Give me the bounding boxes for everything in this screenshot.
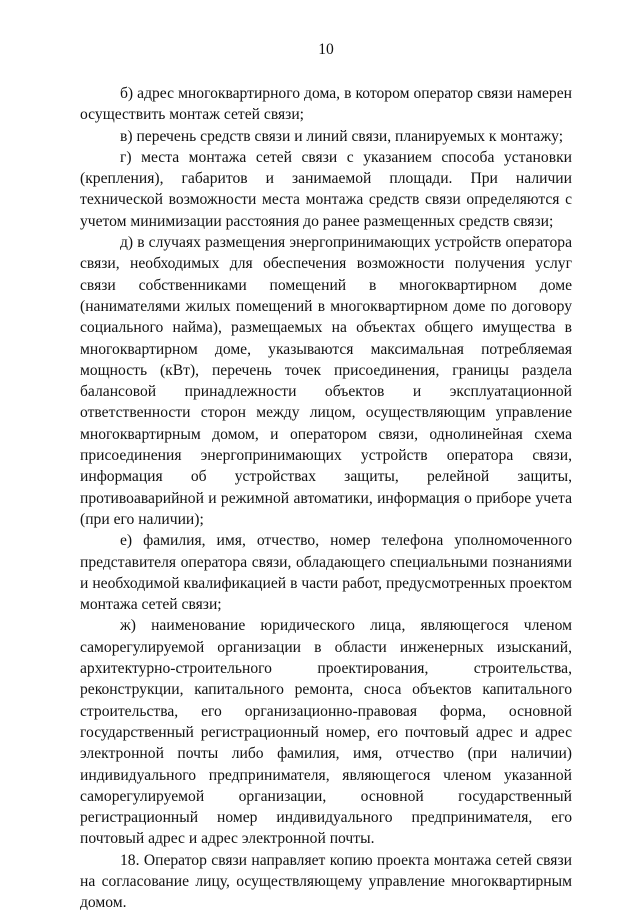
page-number: 10 [318, 41, 334, 58]
paragraph-item-zh: ж) наименование юридического лица, являющегося членом саморегулируемой организации в области инженерных изысканий, архитектурно-строительного проектирования, строительства, реконструкции, капитального ремонта, сноса объектов капитального строительства, его организационно-правовая форма, основной государственный регистрационный номер, его почтовый адрес и адрес электронной почты либо фамилия, имя, отчество (при наличии) индивидуального предпринимателя, являющегося членом указанной саморегулируемой организации, основной государственный регистрационный номер индивидуального предпринимателя, его почтовый адрес и адрес электронной почты. [80, 617, 572, 848]
paragraph-item-e: е) фамилия, имя, отчество, номер телефона уполномоченного представителя оператора связи, обладающего специальными познаниями и необходимой квалификацией в части работ, предусмотренных проектом монтажа сетей связи; [80, 532, 572, 614]
paragraph-item-b: б) адрес многоквартирного дома, в котором оператор связи намерен осуществить монтаж сетей связи; [80, 85, 572, 124]
paragraph-item-v: в) перечень средств связи и линий связи, планируемых к монтажу; [120, 127, 564, 145]
paragraph-item-g: г) места монтажа сетей связи с указанием способа установки (крепления), габаритов и занимаемой площади. При наличии технической возможности места монтажа средств связи определяются с учетом минимизации расстояния до ранее размещенных средств связи; [80, 148, 572, 230]
paragraph-item-d: д) в случаях размещения энергопринимающих устройств оператора связи, необходимых для обеспечения возможности получения услуг связи собственниками помещений в многоквартирном доме (нанимателями жилых помещений в многоквартирном доме по договору социального найма), размещаемых на объектах общего имущества в многоквартирном доме, указываются максимальная потребляемая мощность (кВт), перечень точек присоединения, границы раздела балансовой принадлежности объектов и эксплуатационной ответственности сторон между лицом, осуществляющим управление многоквартирным домом, и оператором связи, однолинейная схема присоединения энергопринимающих устройств оператора связи, информация об устройствах защиты, релейной защиты, противоаварийной и режимной автоматики, информация о приборе учета (при его наличии); [80, 234, 572, 528]
paragraph-clause-18: 18. Оператор связи направляет копию проекта монтажа сетей связи на согласование лицу, осуществляющему управление многоквартирным домом. [80, 851, 572, 912]
